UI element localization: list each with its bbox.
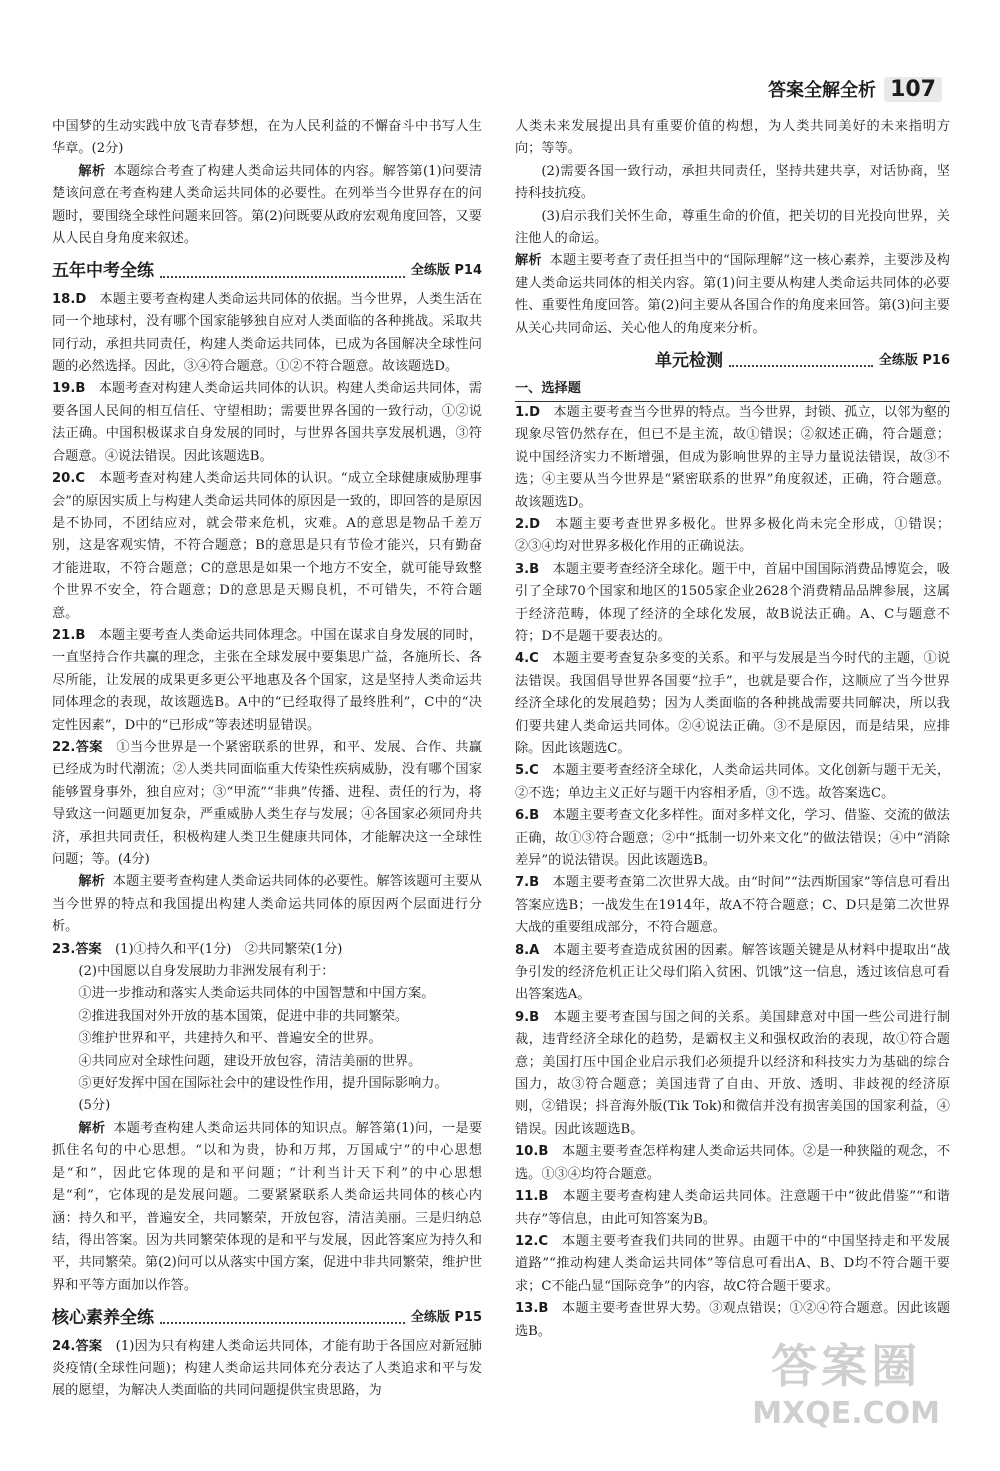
q23-line: ②推进我国对外开放的基本国策，促进中非的共同繁荣。 — [78, 1008, 409, 1024]
q23-line: ③维护世界和平，共建持久和平、普遍安全的世界。 — [78, 1031, 382, 1047]
q23-line: ①进一步推动和落实人类命运共同体的中国智慧和中国方案。 — [78, 986, 435, 1002]
left-column — [52, 116, 482, 1403]
q23-analysis: 解析 本题考查构建人类命运共同体的知识点。解答第(1)问，一是要抓住名句的中心思想。“以和为贵，协和万邦，万国咸宁”的中心思想是“和”，因此它体现的是和平问题；“计利当计天下利”的中心思想是“利”，它体现的是发展问题。二要紧紧联系人类命运共同体的核心内涵：持久和平，普遍安全，共同繁荣，开放包容，清洁美丽。三是归纳总结，得出答案。因为共同繁荣体现的是和平与发展，因此答案应为持久和平，共同繁荣。第(2)问可以从落实中国方案，促进中非共同繁荣，维护世界和平等方面加以作答。 — [52, 1120, 483, 1293]
answer-item: 2.D 本题主要考查世界多极化。世界多极化尚未完全形成，①错误；②③④均对世界多极化作用的正确说法。 — [515, 516, 951, 555]
header-title: 答案全解全析 — [768, 80, 877, 101]
answer-item: 10.B 本题主要考查怎样构建人类命运共同体。②是一种狭隘的观念，不选。①③④均符合题意。 — [515, 1144, 951, 1182]
answer-item: 4.C 本题主要考查复杂多变的关系。和平与发展是当今时代的主题，①说法错误。我国倡导世界各国要“拉手”，也就是要合作，这顺应了当今世界经济全球化的发展趋势；因为人类面临的各种挑战需要共同解决，所以我们要共建人类命运共同体。②④说法正确。③不是原因，而是结果，应排除。因此该题选C。 — [515, 651, 951, 756]
q23: 23.答案 (1)①持久和平(1分) ②共同繁荣(1分) — [52, 941, 343, 957]
q23-line: (2)中国愿以自身发展助力非洲发展有利于： — [78, 964, 335, 980]
q23-line: (5分) — [78, 1098, 111, 1114]
section-core-literacy: 核心素养全练 全练版 P15 — [52, 1308, 482, 1329]
section-five-year: 五年中考全练 全练版 P14 — [52, 261, 482, 282]
answer-item: 6.B 本题主要考查文化多样性。面对多样文化，学习、借鉴、交流的做法正确，故①③符合题意；②中“抵制一切外来文化”的做法错误；④中“消除差异”的说法错误。因此该题选B。 — [515, 808, 950, 868]
q20: 20.C 本题考查对构建人类命运共同体的认识。“成立全球健康威胁理事会”的原因实质上与构建人类命运共同体的原因是一致的，即回答的是原因是不协同，不团结应对，就会带来危机，灾难。A的意思是物品千差万别，这是客观实情，不符合题意；B的意思是只有节俭才能兴，只有勤奋才能进取，不符合题意；C的意思是如果一个地方不安全，就可能导致整个世界不安全，符合题意；D的意思是天赐良机，不可错失，不符合题意。 — [52, 471, 483, 621]
q24-cont-3: (3)启示我们关怀生命，尊重生命的价值，把关切的目光投向世界，关注他人的命运。 — [515, 208, 950, 247]
page-header — [768, 76, 942, 102]
answer-item: 12.C 本题主要考查我们共同的世界。由题干中的“中国坚持走和平发展道路”“推动构建人类命运共同体”等信息可看出A、B、D均不符合题干要求；C不能凸显“国际竞争”的内容，故C符合题干要求。 — [515, 1233, 950, 1294]
answer-item: 11.B 本题主要考查构建人类命运共同体。注意题干中“彼此借鉴”“和谐共存”等信息，由此可知答案为B。 — [515, 1189, 950, 1227]
q22-analysis: 解析 本题主要考查构建人类命运共同体的必要性。解答该题可主要从当今世界的特点和我国提出构建人类命运共同体的原因两个层面进行分析。 — [52, 874, 483, 935]
answer-item: 13.B 本题主要考查世界大势。③观点错误；①②④符合题意。因此该题选B。 — [515, 1301, 951, 1339]
q24-analysis: 解析 本题主要考查了责任担当中的“国际理解”这一核心素养，主要涉及构建人类命运共同体的相关内容。第(1)问主要从构建人类命运共同体的必要性、重要性角度回答。第(2)问主要从各国合作的角度来回答。第(3)问主要从关心共同命运、关心他人的角度来分析。 — [515, 253, 950, 336]
watermark-logo — [752, 1330, 940, 1431]
section-unit-test: 单元检测 全练版 P16 — [655, 351, 950, 372]
answer-item: 3.B 本题主要考查经济全球化。题干中，首届中国国际消费品博览会，吸引了全球70个国家和地区的1505家企业2628个消费精品品牌参展，这属于经济范畴，体现了经济的全球化发展，故B说法正确。A、C与题意不符；D不是题干要表达的。 — [515, 561, 950, 644]
answer-item: 9.B 本题主要考查国与国之间的关系。美国肆意对中国一些公司进行制裁，违背经济全球化的趋势，是霸权主义和强权政治的表现，故①符合题意；美国打压中国企业启示我们必须提升以经济和科技实力为基础的综合国力，故③符合题意；美国违背了自由、开放、透明、非歧视的经济原则，②错误；抖音海外版(Tik Tok)和微信并没有损害美国的国家利益，④错误。因此该题选B。 — [515, 1009, 951, 1137]
answer-item: 8.A 本题主要考查造成贫困的因素。解答该题关键是从材料中提取出“战争引发的经济危机正让父母们陷入贫困、饥饿”这一信息，透过该信息可看出答案选A。 — [515, 942, 950, 1003]
intro-analysis: 解析 本题综合考查了构建人类命运共同体的内容。解答第(1)问要清楚该问意在考查构建人类命运共同体的必要性。在列举当今世界存在的问题时，要围绕全球性问题来回答。第(2)问既要从政府宏观角度回答，又要从人民自身角度来叙述。 — [52, 163, 483, 247]
q24-cont-2: (2)需要各国一致行动，承担共同责任，坚持共建共享，对话协商，坚持科技抗疫。 — [515, 163, 950, 202]
answer-item: 7.B 本题主要考查第二次世界大战。由“时间”“法西斯国家”等信息可看出答案应选B；一战发生在1914年，故A不符合题意；C、D只是第二次世界大战的重要组成部分，不符合题意。 — [515, 875, 951, 936]
q18: 18.D 本题主要考查构建人类命运共同体的依据。当今世界，人类生活在同一个地球村，没有哪个国家能够独自应对人类面临的各种挑战。采取共同行动，承担共同责任，构建人类命运共同体，已成为各国解决全球性问题的必然选择。因此，③④符合题意。①②不符合题意。故该题选D。 — [52, 291, 483, 375]
right-column — [515, 116, 950, 1343]
intro-text: 中国梦的生动实践中放飞青春梦想，在为人民利益的不懈奋斗中书写人生华章。(2分) — [52, 119, 482, 157]
answer-item: 1.D 本题主要考查当今世界的特点。当今世界，封锁、孤立，以邻为壑的现象尽管仍然存在，但已不是主流，故①错误；②叙述正确，符合题意；说中国经济实力不断增强，但成为影响世界的主导力量说法错误，故③不选；④主要从当今世界是“紧密联系的世界”角度叙述，正确，符合题意。故该题选D。 — [515, 404, 951, 510]
subheading-choice: 一、选择题 — [515, 378, 950, 401]
q24: 24.答案 (1)因为只有构建人类命运共同体，才能有助于各国应对新冠肺炎疫情(全球性问题)；构建人类命运共同体充分表达了人类追求和平与发展的愿望，为解决人类面临的共同问题提供宝贵思路，为 — [52, 1338, 482, 1399]
watermark-text: 答案圈 — [771, 1339, 922, 1393]
q21: 21.B 本题主要考查人类命运共同体理念。中国在谋求自身发展的同时，一直坚持合作共赢的理念，主张在全球发展中要集思广益，各施所长、各尽所能，让发展的成果更多更公平地惠及各个国家，这是坚持人类命运共同体理念的表现，故该题选B。A中的“已经取得了最终胜利”，C中的“决定性因素”，D中的“已形成”等表述明显错误。 — [52, 627, 483, 733]
answer-item: 5.C 本题主要考查经济全球化，人类命运共同体。文化创新与题干无关，②不选；单边主义正好与题干内容相矛盾，③不选。故答案选C。 — [515, 763, 951, 801]
q19: 19.B 本题考查对构建人类命运共同体的认识。构建人类命运共同体，需要各国人民间的相互信任、守望相助；需要世界各国的一致行动，①②说法正确。中国积极谋求自身发展的同时，与世界各国共享发展机遇，③符合题意。④说法错误。因此该题选B。 — [52, 381, 483, 464]
q22: 22.答案 ①当今世界是一个紧密联系的世界，和平、发展、合作、共赢已经成为时代潮流；②人类共同面临重大传染性疾病威胁，没有哪个国家能够置身事外，独自应对；③“甲流”“非典”传播、进程、责任的行为，将导致这一问题更加复杂，严重威胁人类生存与发展；④各国家必须同舟共济，承担共同责任，积极构建人类卫生健康共同体，才能解决这一全球性问题；等。(4分) — [52, 739, 482, 867]
q24-cont-1: 人类未来发展提出具有重要价值的构想，为人类共同美好的未来指明方向；等等。 — [515, 119, 950, 157]
page-number: 107 — [884, 77, 942, 102]
watermark-url: MXQE.COM — [752, 1396, 940, 1431]
q23-line: ⑤更好发挥中国在国际社会中的建设性作用，提升国际影响力。 — [78, 1076, 448, 1092]
q23-line: ④共同应对全球性问题，建设开放包容，清洁美丽的世界。 — [78, 1053, 422, 1069]
